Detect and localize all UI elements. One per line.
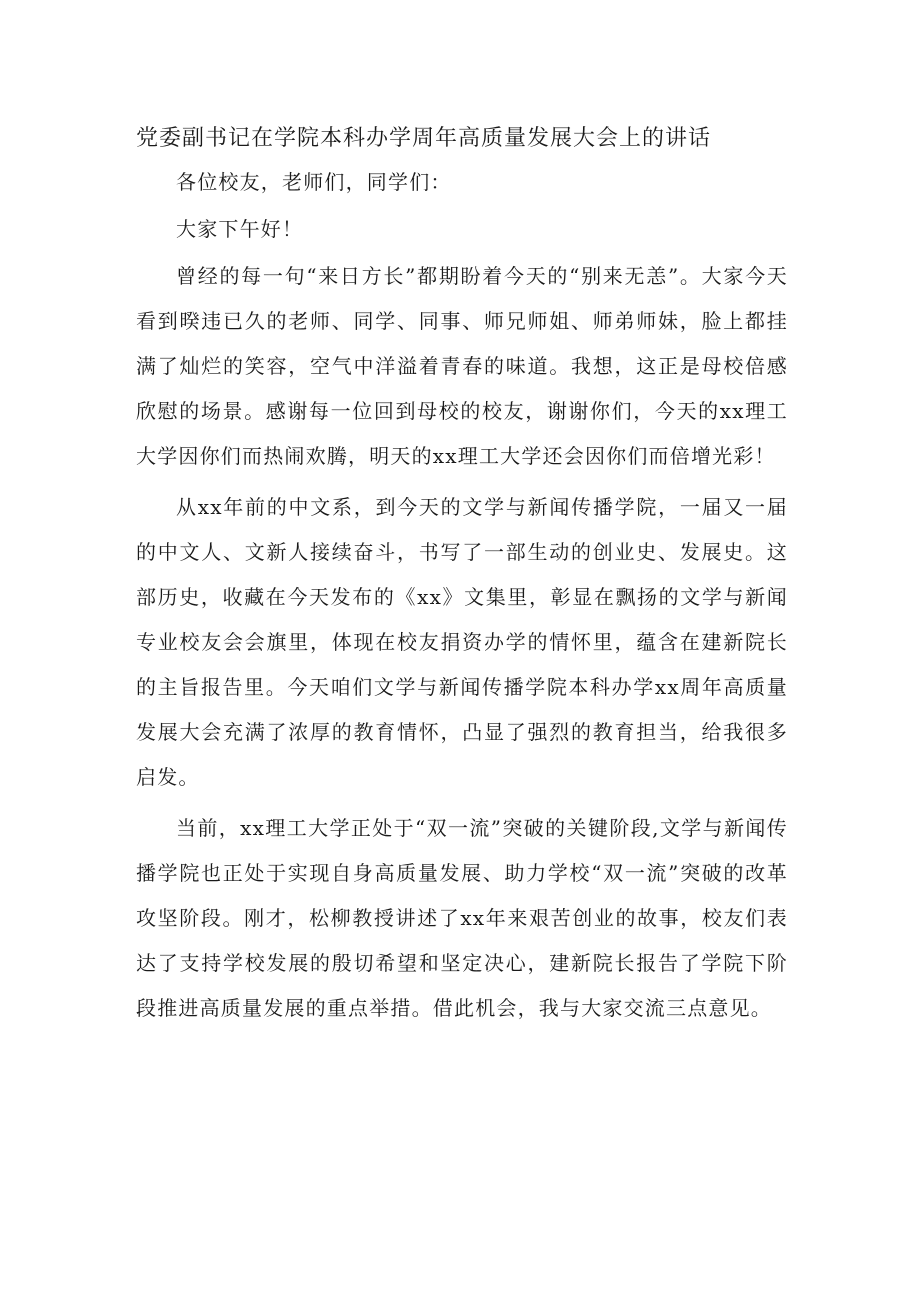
paragraph-1: 曾经的每一句“来日方长”都期盼着今天的“别来无恙”。大家今天看到暌违已久的老师、同学、同事、师兄师姐、师弟师妹，脸上都挂满了灿烂的笑容，空气中洋溢着青春的味道。我想，这正是母校倍感欣慰的场景。感谢每一位回到母校的校友，谢谢你们，今天的xx理工大学因你们而热闹欢腾，明天的xx理工大学还会因你们而倍增光彩！ <box>136 264 788 468</box>
greeting: 各位校友，老师们，同学们： <box>176 170 452 194</box>
paragraph-2: 从xx年前的中文系，到今天的文学与新闻传播学院，一届又一届的中文人、文新人接续奋斗，书写了一部生动的创业史、发展史。这部历史，收藏在今天发布的《xx》文集里，彰显在飘扬的文学与新闻专业校友会会旗里，体现在校友捐资办学的情怀里，蕴含在建新院长的主旨报告里。今天咱们文学与新闻传播学院本科办学xx周年高质量发展大会充满了浓厚的教育情怀，凸显了强烈的教育担当，给我很多启发。 <box>136 495 788 789</box>
document-title: 党委副书记在学院本科办学周年高质量发展大会上的讲话 <box>136 126 712 151</box>
salutation: 大家下午好！ <box>176 217 304 241</box>
paragraph-3: 当前，xx理工大学正处于“双一流”突破的关键阶段,文学与新闻传播学院也正处于实现自身高质量发展、助力学校“双一流”突破的改革攻坚阶段。刚才，松柳教授讲述了xx年来艰苦创业的故事，校友们表达了支持学校发展的殷切希望和坚定决心，建新院长报告了学院下阶段推进高质量发展的重点举措。借此机会，我与大家交流三点意见。 <box>136 816 788 1020</box>
document-page <box>136 118 788 1031</box>
